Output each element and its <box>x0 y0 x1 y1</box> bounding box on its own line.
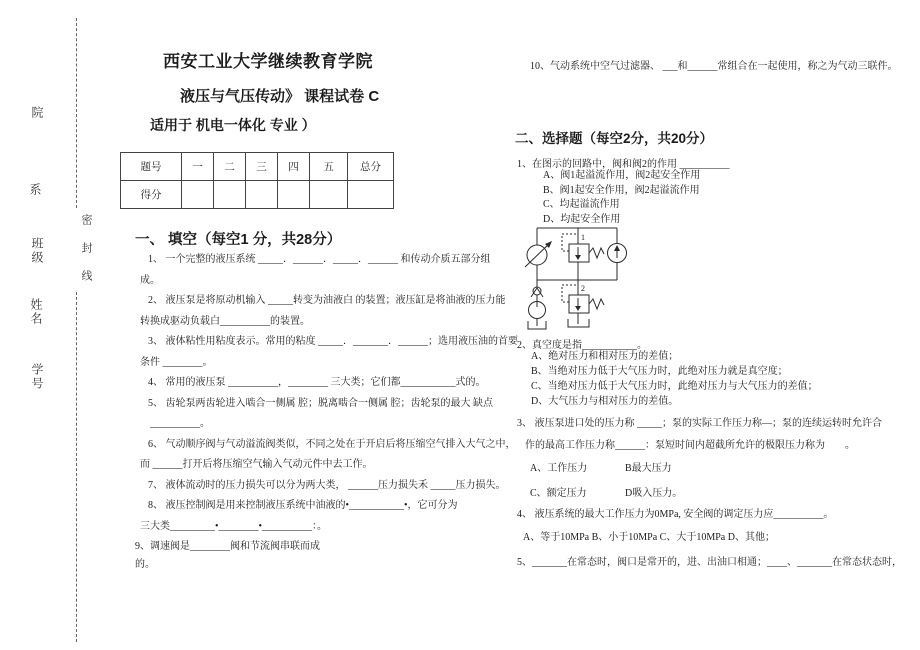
fill-q4-line1: 4、 常用的液压泵 __________，________ 三大类；它们都___________式的。 <box>148 377 486 388</box>
choice-q3-line1: 3、 液压泵进口处的压力称 _____；泵的实际工作压力称—；泵的连续运转时允许合 <box>517 418 882 429</box>
score-table-col-total: 总分 <box>348 153 394 181</box>
choice-q2-text: 2、真空度是指___________。 <box>517 340 647 351</box>
choice-q2-option-d: D、大气压力与相对压力的差值。 <box>531 396 679 407</box>
choice-q1-options <box>543 169 700 227</box>
school-title: 西安工业大学继续教育学院 <box>163 52 373 71</box>
margin-label-college: 院 <box>30 106 44 120</box>
valve2-label: 2 <box>581 284 585 293</box>
section2-title: 二、选择题（每空2分，共20分） <box>515 131 714 146</box>
margin-label-class: 班级 <box>30 237 44 265</box>
seal-dashed-line-bottom <box>76 292 77 642</box>
relief-valve-2-icon <box>562 284 604 324</box>
score-table-col-2: 二 <box>214 153 246 181</box>
score-table-header-qnum: 题号 <box>121 153 182 181</box>
choice-q3-option-d: D吸入压力。 <box>625 488 683 499</box>
course-title: 液压与气压传动》 课程试卷 C <box>180 88 380 105</box>
fill-q8-line2: 三大类_________•________•__________：。 <box>140 520 328 532</box>
choice-q1-option-b: B、阀1起安全作用，阀2起溢流作用 <box>543 184 700 196</box>
fill-q3-line2: 条件 ________。 <box>140 356 213 368</box>
choice-q1-option-c: C、均起溢流作用 <box>543 199 620 210</box>
margin-label-department: 系 <box>28 183 42 197</box>
fill-in-questions <box>135 250 518 571</box>
seal-line-label: 密封线 <box>80 214 92 298</box>
fill-q6-line1: 6、 气动顺序阀与气动溢流阀类似，不同之处在于开启后将压缩空气排入大气之中， <box>148 438 516 450</box>
score-cell <box>182 181 214 209</box>
pump-icon <box>529 295 546 326</box>
choice-q5-text: 5、_______在常态时，阀口是常开的，进、出油口相通；____、_______在常态状态时， <box>517 557 902 568</box>
valve1-label: 1 <box>581 233 585 242</box>
fill-q2-line1: 2、 液压泵是将原动机输入 _____转变为油液白 的装置；液压缸是将油液的压力能 <box>148 295 506 306</box>
score-table-header-row <box>121 153 394 181</box>
fill-q1-line1: 1、 一个完整的液压系统 _____．______．_____．______ 和传动介质五部分组 <box>148 254 491 265</box>
score-table-col-5: 五 <box>310 153 348 181</box>
score-table <box>120 152 394 209</box>
score-cell <box>310 181 348 209</box>
score-table-col-1: 一 <box>182 153 214 181</box>
score-cell <box>246 181 278 209</box>
score-cell <box>214 181 246 209</box>
fill-q1-line2: 成。 <box>140 274 160 286</box>
section1-title: 一、 填空（每空1 分，共28分） <box>135 232 342 248</box>
fill-q9-line1: 9、调速阀是________阀和节流阀串联而成 <box>135 541 320 552</box>
choice-q2-option-a: A、绝对压力和相对压力的差值； <box>531 351 679 362</box>
score-row-label: 得分 <box>121 181 182 209</box>
choice-q2-options <box>531 349 818 409</box>
hydraulic-motor-icon <box>608 228 627 280</box>
seal-dashed-line-top <box>76 18 77 208</box>
fill-q5-line2: __________。 <box>150 418 210 429</box>
fill-q6-line2: 而 ______打开后将压缩空气输入气动元件中去工作。 <box>140 459 373 470</box>
hydraulic-circuit-diagram <box>505 222 660 334</box>
score-cell <box>278 181 310 209</box>
choice-q4-options: A、等于10MPa B、小于10MPa C、大于10MPa D、其他； <box>523 532 775 543</box>
choice-q2-option-c: C、当绝对压力低于大气压力时，此绝对压力与大气压力的差值； <box>531 381 818 392</box>
choice-q3-option-b: B最大压力 <box>625 463 672 474</box>
score-cell <box>348 181 394 209</box>
fill-q5-line1: 5、 齿轮泵两齿轮进入啮合一侧属 腔；脱离啮合一侧属 腔；齿轮泵的最大 缺点 <box>148 397 493 409</box>
fill-q2-line2: 转换成驱动负载白__________的装置。 <box>140 315 310 327</box>
fill-q8-line1: 8、 液压控制阀是用来控制液压系统中油液的•___________•，它可分为 <box>148 500 458 511</box>
choice-q3-option-a: A、工作压力 <box>530 463 588 474</box>
choice-q4-text: 4、 液压系统的最大工作压力为0MPa, 安全阀的调定压力应__________。 <box>517 509 834 520</box>
apply-line: 适用于 机电一体化 专业 ） <box>150 117 316 133</box>
fill-q10-line: 10、气动系统中空气过滤器、 ___和______常组合在一起使用，称之为气动三联件。 <box>530 61 898 72</box>
fill-q3-line1: 3、 液体粘性用粘度表示。常用的粘度 _____．_______．______；选用液压油的首要 <box>148 336 518 347</box>
score-table-col-3: 三 <box>246 153 278 181</box>
margin-label-name: 姓名 <box>29 298 43 326</box>
variable-pump-icon <box>525 228 552 287</box>
choice-q3-option-c: C、额定压力 <box>530 488 587 499</box>
fill-q7-line1: 7、 液体流动时的压力损失可以分为两大类， ______压力损失禾 _____压力损失。 <box>148 479 506 491</box>
choice-q1-option-a: A、阀1起溢流作用，阀2起安全作用 <box>543 170 701 181</box>
score-table-col-4: 四 <box>278 153 310 181</box>
choice-q3-line2: 作的最高工作压力称______：泵短时间内超截所允许的极限压力称为 。 <box>525 440 855 451</box>
margin-label-student-id: 学号 <box>30 363 44 391</box>
choice-q1-option-d: D、均起安全作用 <box>543 213 621 225</box>
choice-q1-text: 1、在图示的回路中，阀和阀2的作用 __________ <box>517 159 730 170</box>
score-table-score-row <box>121 181 394 209</box>
choice-q2-option-b: B、当绝对压力低于大气压力时，此绝对压力就是真空度； <box>531 366 788 377</box>
fill-q9-line2: 的。 <box>135 558 155 570</box>
